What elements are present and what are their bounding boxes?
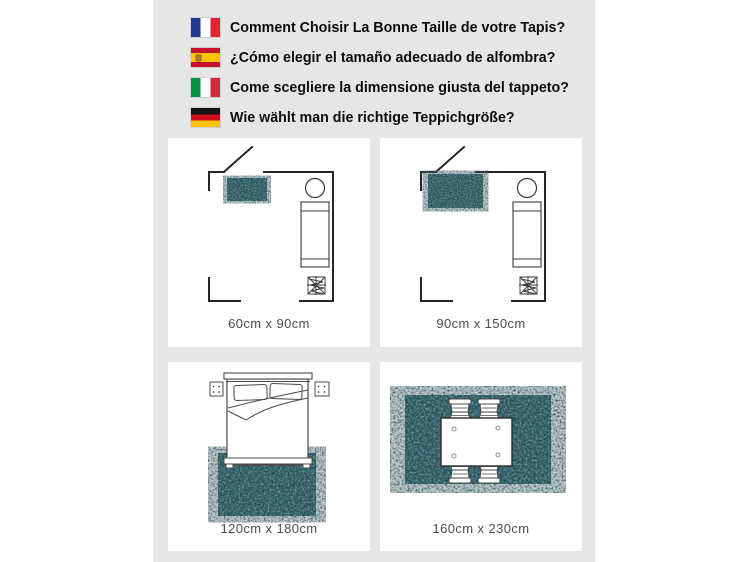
spain-flag-icon (191, 48, 220, 67)
dining-table (441, 418, 512, 466)
france-flag-icon (191, 18, 220, 37)
panel-bedroom (168, 362, 370, 551)
door-swing-line (437, 147, 464, 171)
panel-medium-room (380, 138, 582, 347)
size-label: 60cm x 90cm (228, 316, 310, 331)
plant-icon (519, 276, 538, 295)
size-label: 90cm x 150cm (436, 316, 526, 331)
side-table-icon (518, 179, 537, 198)
size-label: 120cm x 180cm (220, 521, 318, 536)
header-row-french (191, 18, 583, 37)
header-question-french: Comment Choisir La Bonne Taille de votre Tapis? (230, 19, 566, 36)
nightstand-left-icon (210, 382, 223, 396)
rug-90x150 (428, 174, 483, 208)
door-swing-line (225, 147, 252, 171)
italy-flag-icon (191, 78, 220, 97)
panel-small-room (168, 138, 370, 347)
content-background (153, 0, 595, 562)
header-row-italian (191, 78, 587, 97)
plant-icon (307, 276, 326, 295)
panel-dining (380, 362, 582, 551)
rug-60x90 (227, 178, 267, 201)
daybed-icon (301, 202, 329, 267)
header-row-spanish (191, 48, 573, 67)
chair-top-right-icon (478, 399, 500, 419)
header-row-german (191, 108, 530, 127)
header-question-spanish: ¿Cómo elegir el tamaño adecuado de alfombra? (230, 49, 556, 66)
germany-flag-icon (191, 108, 220, 127)
nightstand-right-icon (315, 382, 329, 396)
side-table-icon (306, 179, 325, 198)
header-question-german: Wie wählt man die richtige Teppichgröße? (230, 109, 515, 126)
size-label: 160cm x 230cm (432, 521, 530, 536)
header-question-italian: Come scegliere la dimensione giusta del tappeto? (230, 79, 569, 96)
spain-crest-icon (196, 55, 201, 61)
chair-top-left-icon (449, 399, 471, 419)
daybed-icon (513, 202, 541, 267)
